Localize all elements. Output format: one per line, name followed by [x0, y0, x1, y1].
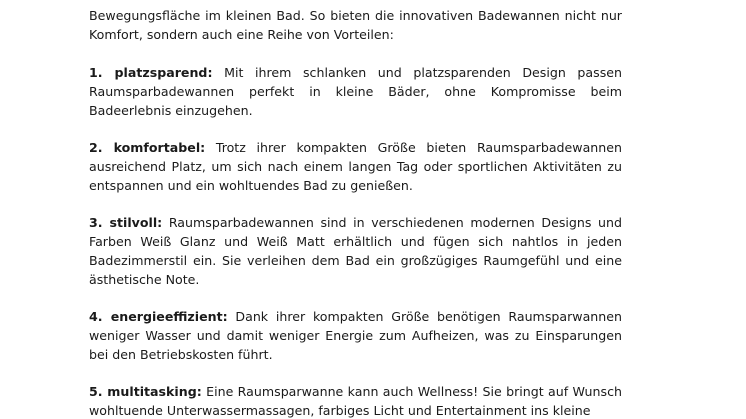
- benefit-item-5: [89, 382, 622, 419]
- benefit-text-2: Trotz ihrer kompakten Größe bieten Raumsparbadewannen ausreichend Platz, um sich nach einem langen Tag oder sportlichen Aktivitäten zu entspannen und ein wohltuendes Bad zu genießen.: [89, 140, 622, 193]
- benefit-item-1: [89, 63, 622, 120]
- benefit-text-3: Raumsparbadewannen sind in verschiedenen modernen Designs und Farben Weiß Glanz und Weiß Matt erhältlich und fügen sich nahtlos in jeden Badezimmerstil ein. Sie verleihen dem Bad ein großzügiges Raumgefühl und eine ästhetische Note.: [89, 215, 622, 287]
- benefit-item-4: [89, 307, 622, 364]
- benefit-lead-1: 1. platzsparend:: [89, 65, 213, 80]
- benefit-text-4: Dank ihrer kompakten Größe benötigen Raumsparwannen weniger Wasser und damit weniger Energie zum Aufheizen, was zu Einsparungen bei den Betriebskosten führt.: [89, 309, 622, 362]
- benefit-lead-4: 4. energieeffizient:: [89, 309, 228, 324]
- benefit-item-2: [89, 138, 622, 195]
- benefit-text-1: Mit ihrem schlanken und platzsparenden Design passen Raumsparbadewannen perfekt in kleine Bäder, ohne Kompromisse beim Badeerlebnis einzugehen.: [89, 65, 622, 118]
- intro-paragraph: Bewegungsfläche im kleinen Bad. So bieten die innovativen Badewannen nicht nur Komfort, sondern auch eine Reihe von Vorteilen:: [89, 8, 622, 42]
- benefit-lead-5: 5. multitasking:: [89, 384, 202, 399]
- document-body: [89, 6, 622, 419]
- benefit-text-5: Eine Raumsparwanne kann auch Wellness! Sie bringt auf Wunsch wohltuende Unterwassermassagen, farbiges Licht und Entertainment ins kleine: [89, 384, 622, 418]
- benefit-lead-3: 3. stilvoll:: [89, 215, 163, 230]
- benefit-item-3: [89, 213, 622, 289]
- benefit-lead-2: 2. komfortabel:: [89, 140, 206, 155]
